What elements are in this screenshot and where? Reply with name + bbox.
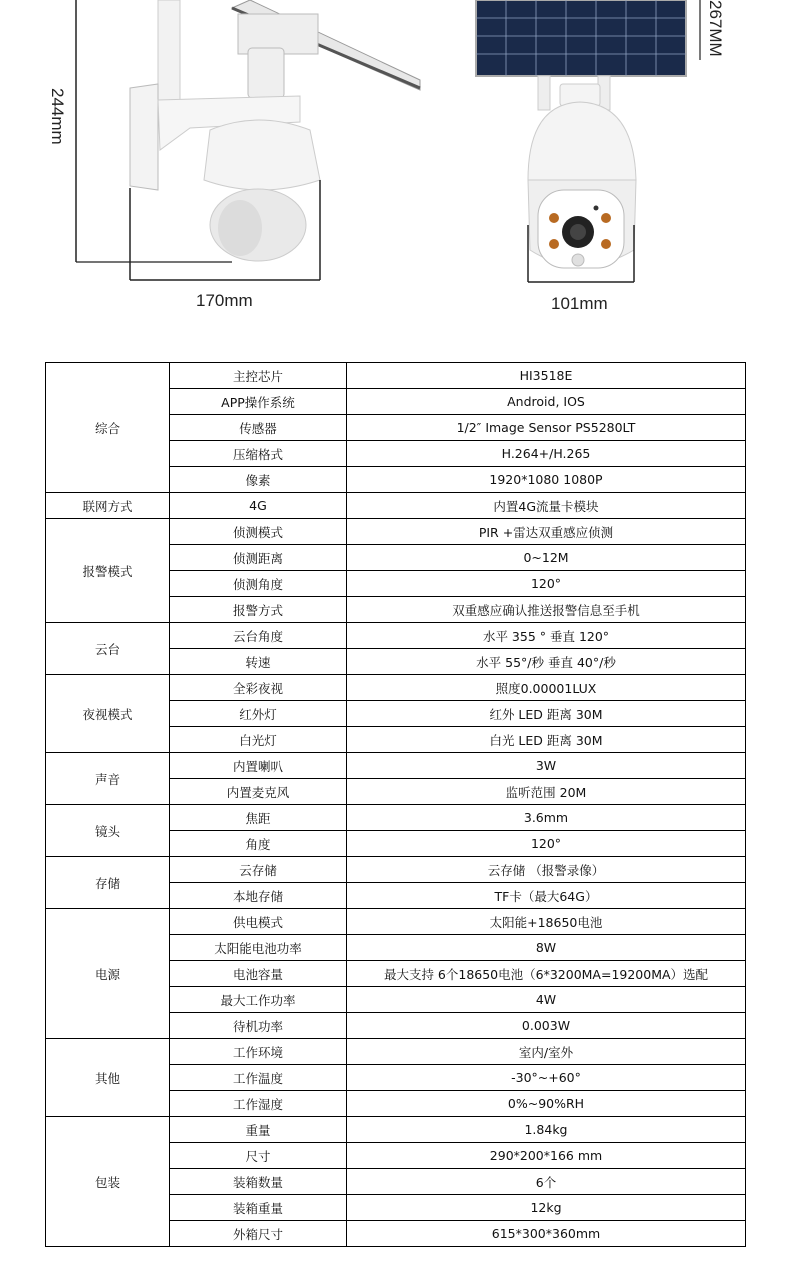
spec-value: 白光 LED 距离 30M — [347, 727, 746, 753]
left-height-label: 244mm — [48, 88, 67, 145]
spec-value: Android, IOS — [347, 389, 746, 415]
spec-value: 6个 — [347, 1169, 746, 1195]
spec-category: 综合 — [46, 363, 170, 493]
spec-value: 4W — [347, 987, 746, 1013]
spec-name: 内置喇叭 — [170, 753, 347, 779]
spec-value: 12kg — [347, 1195, 746, 1221]
spec-value: PIR +雷达双重感应侦测 — [347, 519, 746, 545]
spec-category: 镜头 — [46, 805, 170, 857]
spec-category: 联网方式 — [46, 493, 170, 519]
spec-name: 像素 — [170, 467, 347, 493]
spec-name: 报警方式 — [170, 597, 347, 623]
spec-value: 双重感应确认推送报警信息至手机 — [347, 597, 746, 623]
spec-row — [46, 857, 746, 883]
spec-name: 工作环境 — [170, 1039, 347, 1065]
spec-row — [46, 363, 746, 389]
spec-row — [46, 1117, 746, 1143]
spec-name: 重量 — [170, 1117, 347, 1143]
spec-name: 侦测模式 — [170, 519, 347, 545]
spec-value: 红外 LED 距离 30M — [347, 701, 746, 727]
spec-name: 传感器 — [170, 415, 347, 441]
spec-value: 监听范围 20M — [347, 779, 746, 805]
spec-value: 3W — [347, 753, 746, 779]
spec-name: 云存储 — [170, 857, 347, 883]
spec-value: 室内/室外 — [347, 1039, 746, 1065]
spec-name: 侦测距离 — [170, 545, 347, 571]
spec-row — [46, 753, 746, 779]
spec-name: 云台角度 — [170, 623, 347, 649]
spec-value: 8W — [347, 935, 746, 961]
spec-category: 夜视模式 — [46, 675, 170, 753]
spec-value: 3.6mm — [347, 805, 746, 831]
spec-category: 包装 — [46, 1117, 170, 1247]
spec-value: 120° — [347, 831, 746, 857]
spec-row — [46, 493, 746, 519]
spec-name: 待机功率 — [170, 1013, 347, 1039]
spec-value: 1/2″ Image Sensor PS5280LT — [347, 415, 746, 441]
spec-value: 0%~90%RH — [347, 1091, 746, 1117]
spec-table — [45, 362, 746, 1247]
spec-value: 水平 55°/秒 垂直 40°/秒 — [347, 649, 746, 675]
spec-name: 装箱数量 — [170, 1169, 347, 1195]
spec-row — [46, 1039, 746, 1065]
spec-name: 压缩格式 — [170, 441, 347, 467]
left-width-label: 170mm — [196, 291, 253, 310]
spec-row — [46, 805, 746, 831]
spec-value: 云存储 （报警录像） — [347, 857, 746, 883]
spec-value: 120° — [347, 571, 746, 597]
spec-name: 侦测角度 — [170, 571, 347, 597]
spec-value: 0.003W — [347, 1013, 746, 1039]
camera-front-view-image — [476, 0, 700, 282]
spec-name: 工作湿度 — [170, 1091, 347, 1117]
spec-name: 白光灯 — [170, 727, 347, 753]
spec-name: 内置麦克风 — [170, 779, 347, 805]
spec-value: -30°~+60° — [347, 1065, 746, 1091]
spec-value: 615*300*360mm — [347, 1221, 746, 1247]
spec-name: 太阳能电池功率 — [170, 935, 347, 961]
spec-value: 1920*1080 1080P — [347, 467, 746, 493]
spec-name: 4G — [170, 493, 347, 519]
right-width-label: 101mm — [551, 294, 608, 313]
camera-side-view-image — [76, 0, 420, 280]
spec-category: 存储 — [46, 857, 170, 909]
spec-value: 太阳能+18650电池 — [347, 909, 746, 935]
spec-name: 红外灯 — [170, 701, 347, 727]
spec-category: 其他 — [46, 1039, 170, 1117]
spec-name: 电池容量 — [170, 961, 347, 987]
spec-value: TF卡（最大64G） — [347, 883, 746, 909]
spec-name: 装箱重量 — [170, 1195, 347, 1221]
spec-value: 最大支持 6个18650电池（6*3200MA=19200MA）选配 — [347, 961, 746, 987]
spec-name: 转速 — [170, 649, 347, 675]
spec-name: 本地存储 — [170, 883, 347, 909]
spec-name: 全彩夜视 — [170, 675, 347, 701]
right-height-label: 267MM — [706, 0, 725, 57]
spec-category: 云台 — [46, 623, 170, 675]
spec-name: 最大工作功率 — [170, 987, 347, 1013]
spec-category: 报警模式 — [46, 519, 170, 623]
spec-value: 照度0.00001LUX — [347, 675, 746, 701]
spec-name: 焦距 — [170, 805, 347, 831]
spec-value: 1.84kg — [347, 1117, 746, 1143]
spec-value: 290*200*166 mm — [347, 1143, 746, 1169]
spec-category: 声音 — [46, 753, 170, 805]
spec-name: 工作温度 — [170, 1065, 347, 1091]
product-dimension-figure — [0, 0, 790, 340]
spec-name: 主控芯片 — [170, 363, 347, 389]
spec-value: HI3518E — [347, 363, 746, 389]
spec-name: APP操作系统 — [170, 389, 347, 415]
spec-name: 尺寸 — [170, 1143, 347, 1169]
spec-value: 0~12M — [347, 545, 746, 571]
spec-name: 外箱尺寸 — [170, 1221, 347, 1247]
spec-row — [46, 909, 746, 935]
spec-name: 供电模式 — [170, 909, 347, 935]
spec-value: H.264+/H.265 — [347, 441, 746, 467]
spec-category: 电源 — [46, 909, 170, 1039]
spec-name: 角度 — [170, 831, 347, 857]
spec-row — [46, 675, 746, 701]
spec-row — [46, 519, 746, 545]
spec-row — [46, 623, 746, 649]
spec-value: 内置4G流量卡模块 — [347, 493, 746, 519]
spec-value: 水平 355 ° 垂直 120° — [347, 623, 746, 649]
